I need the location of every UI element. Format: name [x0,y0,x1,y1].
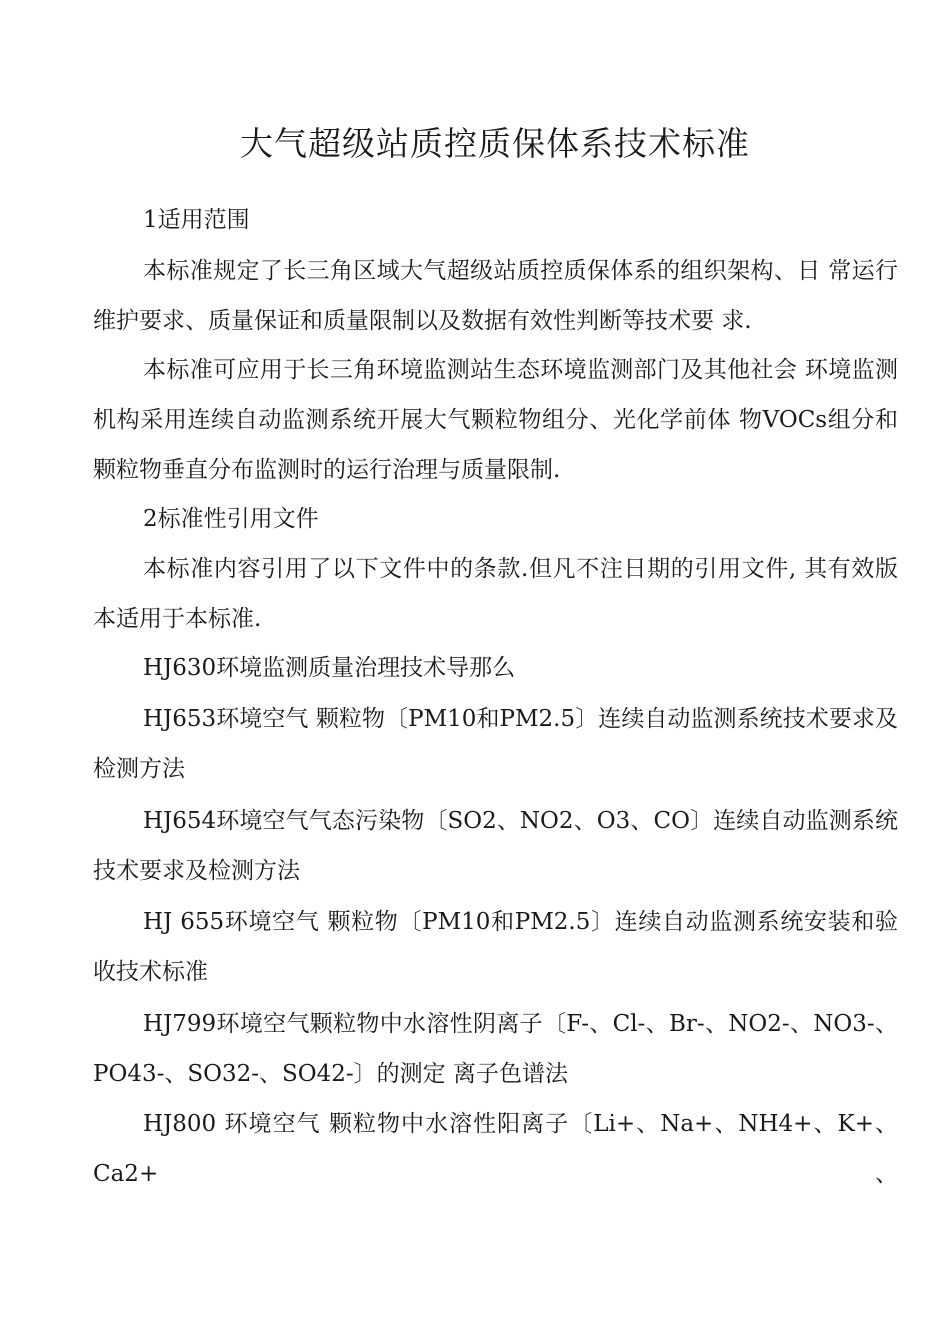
paragraph-references-intro: 本标准内容引用了以下文件中的条款.但凡不注日期的引用文件, 其有效版本适用于本标准. [93,556,898,632]
document-title: 大气超级站质控质保体系技术标准 [240,124,750,163]
reference-item-hj653: HJ653环境空气 颗粒物〔PM10和PM2.5〕连续自动监测系统技术要求及检测方法 [93,706,898,782]
reference-item-hj800: HJ800 环境空气 颗粒物中水溶性阳离子〔Li+、Na+、NH4+、K+、Ca2+、 [93,1111,898,1187]
paragraph-scope-application: 本标准可应用于长三角环境监测站生态环境监测部门及其他社会 环境监测机构采用连续自动监测系统开展大气颗粒物组分、光化学前体 物VOCs组分和颗粒物垂直分布监测时的运行治理与质量限制. [93,357,898,483]
reference-item-hj655: HJ 655环境空气 颗粒物〔PM10和PM2.5〕连续自动监测系统安装和验收技术标准 [93,909,898,985]
reference-item-hj654: HJ654环境空气气态污染物〔SO2、NO2、O3、CO〕连续自动监测系统技术要求及检测方法 [93,808,898,884]
paragraph-scope-definition: 本标准规定了长三角区域大气超级站质控质保体系的组织架构、日 常运行维护要求、质量保证和质量限制以及数据有效性判断等技术要 求. [93,258,898,334]
reference-item-hj799: HJ799环境空气颗粒物中水溶性阴离子〔F-、Cl-、Br-、NO2-、NO3-、PO43-、SO32-、SO42-〕的测定 离子色谱法 [93,1011,898,1087]
section-heading-scope: 1适用范围 [143,207,250,233]
reference-item-hj630: HJ630环境监测质量治理技术导那么 [143,655,516,681]
section-heading-references: 2标准性引用文件 [143,506,319,532]
